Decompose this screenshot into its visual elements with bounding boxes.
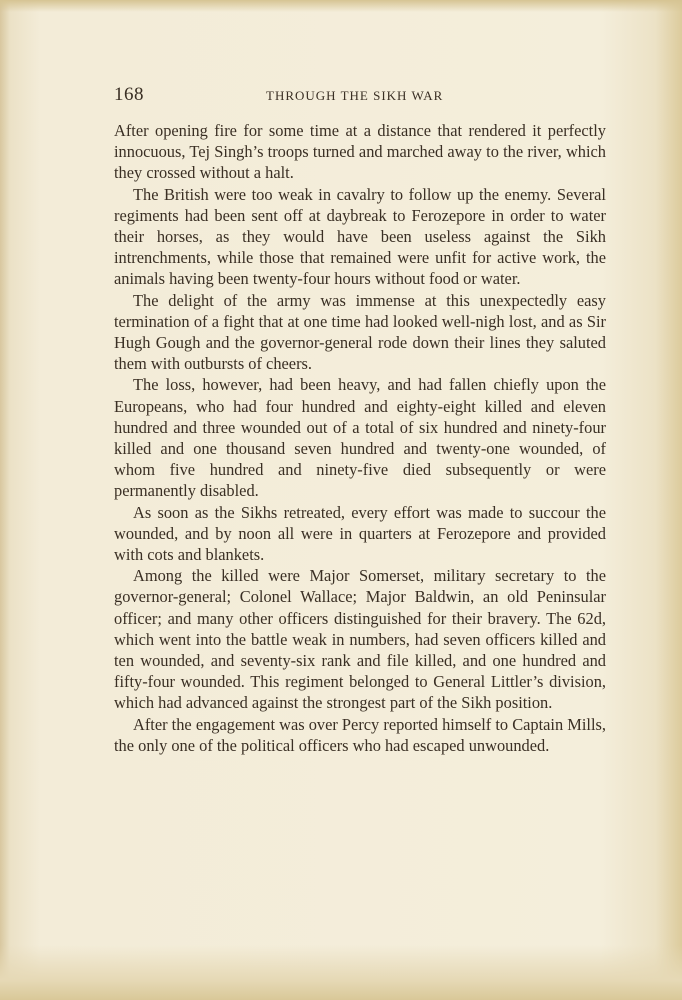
page-top-edge xyxy=(0,0,682,12)
page-number: 168 xyxy=(114,84,144,105)
paragraph: The delight of the army was immense at this unexpectedly easy termination of a fight that at one time had looked well-nigh lost, and as Sir Hugh Gough and the governor-general rode down their lines they saluted them with outbursts of cheers. xyxy=(114,290,606,374)
running-head: THROUGH THE SIKH WAR xyxy=(266,88,444,103)
paragraph: The loss, however, had been heavy, and had fallen chiefly upon the Europeans, who had four hundred and eighty-eight killed and eleven hundred and three wounded out of a total of six hundred and ninety-four killed and one thousand seven hundred and twenty-one wounded, of whom five hundred and ninety-five died subsequently or were permanently disabled. xyxy=(114,375,606,501)
body-text xyxy=(114,120,606,756)
paragraph: After opening fire for some time at a distance that rendered it perfectly innocuous, Tej Singh’s troops turned and marched away to the river, which they crossed without a halt. xyxy=(114,121,606,183)
paragraph: Among the killed were Major Somerset, military secretary to the governor-general; Colonel Wallace; Major Baldwin, an old Peninsular officer; and many other officers distinguished for their bravery. The 62d, which went into the battle weak in numbers, had seven officers killed and ten wounded, and seventy-six rank and file killed, and one hundred and fifty-four wounded. This regiment belonged to General Littler’s division, which had advanced against the strongest part of the Sikh position. xyxy=(114,566,606,713)
page-bottom-edge xyxy=(0,945,682,1000)
paragraph: After the engagement was over Percy reported himself to Captain Mills, the only one of the political officers who had escaped unwounded. xyxy=(114,714,606,755)
paragraph: As soon as the Sikhs retreated, every effort was made to succour the wounded, and by noon all were in quarters at Ferozepore and provided with cots and blankets. xyxy=(114,502,606,565)
paragraph: The British were too weak in cavalry to follow up the enemy. Several regiments had been sent off at daybreak to Ferozepore in order to water their horses, as they would have been useless against the Sikh intrenchments, while those that remained were unfit for active work, the animals having been twenty-four hours without food or water. xyxy=(114,184,606,289)
page-header xyxy=(114,84,606,108)
